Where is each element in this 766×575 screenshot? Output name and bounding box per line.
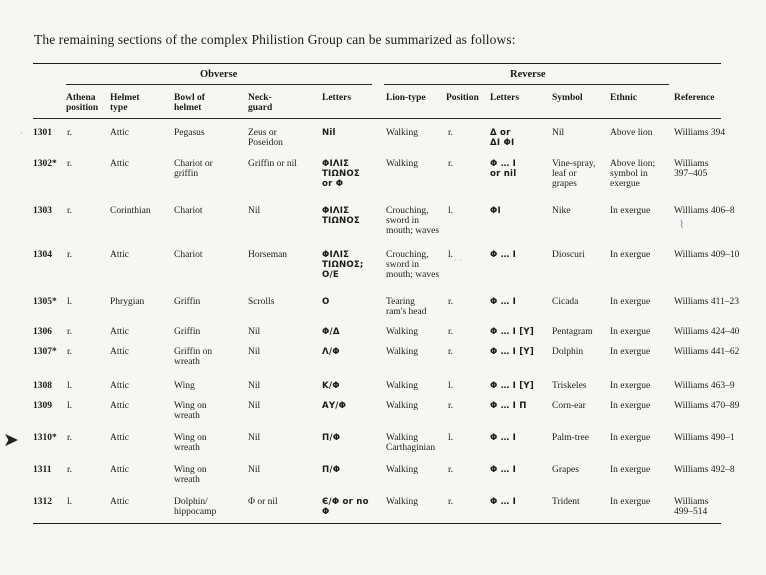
cell-lion: Tearing ram's head <box>386 297 427 317</box>
col-header-athena-position: Athena position <box>66 93 99 113</box>
cell-letters-obv: Κ/Φ <box>322 381 340 391</box>
cell-athena: r. <box>67 465 73 475</box>
cell-athena: r. <box>67 206 73 216</box>
cell-num: 1301 <box>33 128 52 138</box>
cell-helmet: Attic <box>110 497 129 507</box>
obverse-group-header: Obverse <box>200 69 238 80</box>
cell-position: r. <box>448 297 454 307</box>
cell-reference: Williams 394 <box>674 128 726 138</box>
cell-neck: Nil <box>248 347 261 357</box>
cell-symbol: Nike <box>552 206 571 216</box>
cell-bowl: Chariot or griffin <box>174 159 213 179</box>
cell-position: r. <box>448 401 454 411</box>
col-header-letters-reverse: Letters <box>490 93 520 103</box>
cell-lion: Walking <box>386 465 418 475</box>
col-header-helmet-type: Helmet type <box>110 93 140 113</box>
col-header-reference: Reference <box>674 93 715 103</box>
cell-letters-rev: Φ … Ι Π <box>490 401 527 411</box>
cell-lion: Crouching, sword in mouth; waves <box>386 206 440 236</box>
cell-neck: Scrolls <box>248 297 275 307</box>
cell-symbol: Triskeles <box>552 381 587 391</box>
cell-position: l. <box>448 433 454 443</box>
cell-helmet: Attic <box>110 128 129 138</box>
cell-symbol: Palm-tree <box>552 433 589 443</box>
cell-position: r. <box>448 327 454 337</box>
cell-lion: Walking <box>386 381 418 391</box>
cell-letters-obv: ΦΙΛΙΣ ΤΙΩΝΟΣ <box>322 206 360 226</box>
cell-bowl: Chariot <box>174 206 203 216</box>
col-header-letters-obverse: Letters <box>322 93 352 103</box>
cell-letters-rev: Φ … Ι <box>490 497 517 507</box>
cell-neck: Nil <box>248 206 261 216</box>
cell-helmet: Attic <box>110 250 129 260</box>
cell-lion: Walking <box>386 497 418 507</box>
cell-athena: r. <box>67 250 73 260</box>
cell-helmet: Attic <box>110 401 129 411</box>
cell-neck: Nil <box>248 401 261 411</box>
col-header-symbol: Symbol <box>552 93 583 103</box>
cell-position: r. <box>448 128 454 138</box>
cell-lion: Walking Carthaginian <box>386 433 436 453</box>
cell-ethnic: In exergue <box>610 497 651 507</box>
cell-bowl: Wing on wreath <box>174 465 207 485</box>
cell-helmet: Attic <box>110 327 129 337</box>
cell-helmet: Attic <box>110 433 129 443</box>
cell-letters-obv: ΦΙΛΙΣ ΤΙΩΝΟΣ; Ο/Ε <box>322 250 364 280</box>
cell-helmet: Attic <box>110 159 129 169</box>
cell-num: 1304 <box>33 250 52 260</box>
cell-reference: Williams 411–23 <box>674 297 739 307</box>
cell-ethnic: In exergue <box>610 250 651 260</box>
cell-position: r. <box>448 347 454 357</box>
col-header-bowl-of-helmet: Bowl of helmet <box>174 93 205 113</box>
cell-symbol: Nil <box>552 128 565 138</box>
cell-reference: Williams 409–10 <box>674 250 740 260</box>
cell-athena: l. <box>67 497 73 507</box>
cell-bowl: Wing <box>174 381 195 391</box>
cell-letters-obv: Nil <box>322 128 336 138</box>
cell-letters-rev: ΦΙ <box>490 206 501 216</box>
cell-bowl: Griffin <box>174 327 201 337</box>
cell-letters-rev: Φ … Ι [Υ] <box>490 327 534 337</box>
cell-athena: r. <box>67 433 73 443</box>
cell-reference: Williams 397–405 <box>674 159 709 179</box>
cell-lion: Walking <box>386 128 418 138</box>
cell-symbol: Cicada <box>552 297 579 307</box>
cell-reference: Williams 499–514 <box>674 497 709 517</box>
cell-num: 1307* <box>33 347 57 357</box>
cell-athena: r. <box>67 327 73 337</box>
cell-letters-rev: Φ … Ι or nil <box>490 159 517 179</box>
cell-letters-rev: Φ … Ι <box>490 433 517 443</box>
cell-symbol: Dolphin <box>552 347 584 357</box>
cell-symbol: Vine-spray, leaf or grapes <box>552 159 596 189</box>
current-row-arrow-icon: ➤ <box>3 429 19 451</box>
cell-reference: Williams 463–9 <box>674 381 735 391</box>
col-header-ethnic: Ethnic <box>610 93 637 103</box>
cell-helmet: Attic <box>110 381 129 391</box>
cell-num: 1309 <box>33 401 52 411</box>
cell-neck: Nil <box>248 433 261 443</box>
cell-num: 1312 <box>33 497 52 507</box>
cell-symbol: Dioscuri <box>552 250 585 260</box>
cell-letters-obv: Φ/Δ <box>322 327 340 337</box>
cell-symbol: Corn-ear <box>552 401 586 411</box>
cell-neck: Griffin or nil <box>248 159 297 169</box>
cell-ethnic: In exergue <box>610 465 651 475</box>
cell-helmet: Phrygian <box>110 297 145 307</box>
cell-letters-rev: Φ … Ι <box>490 465 517 475</box>
cell-ethnic: In exergue <box>610 433 651 443</box>
cell-position: r. <box>448 497 454 507</box>
cell-ethnic: In exergue <box>610 347 651 357</box>
header-bottom-rule <box>33 118 721 119</box>
col-header-neck-guard: Neck- guard <box>248 93 273 113</box>
cell-letters-obv: Π/Φ <box>322 433 341 443</box>
cell-ethnic: Above lion; symbol in exergue <box>610 159 656 189</box>
cell-letters-rev: Φ … Ι <box>490 250 517 260</box>
cell-athena: r. <box>67 128 73 138</box>
cell-helmet: Corinthian <box>110 206 151 216</box>
col-header-position: Position <box>446 93 479 103</box>
cell-position: l. <box>448 381 454 391</box>
cell-lion: Walking <box>386 327 418 337</box>
cell-lion: Walking <box>386 159 418 169</box>
cell-num: 1310* <box>33 433 57 443</box>
cell-lion: Walking <box>386 401 418 411</box>
cell-letters-rev: Δ or ΔΙ ΦΙ <box>490 128 515 148</box>
cell-letters-obv: Є/Φ or no Φ <box>322 497 369 517</box>
cell-helmet: Attic <box>110 465 129 475</box>
cell-neck: Zeus or Poseidon <box>248 128 283 148</box>
cell-neck: Φ or nil <box>248 497 278 507</box>
cell-neck: Horseman <box>248 250 288 260</box>
cell-bowl: Wing on wreath <box>174 401 207 421</box>
col-header-lion-type: Lion-type <box>386 93 426 103</box>
cell-athena: l. <box>67 401 73 411</box>
cell-bowl: Griffin on wreath <box>174 347 213 367</box>
cell-reference: Williams 406–8 <box>674 206 735 216</box>
table-top-rule <box>33 63 721 64</box>
cell-ethnic: In exergue <box>610 327 651 337</box>
cell-athena: r. <box>67 159 73 169</box>
margin-speck: · · <box>454 256 462 265</box>
cell-ethnic: In exergue <box>610 297 651 307</box>
cell-bowl: Dolphin/ hippocamp <box>174 497 217 517</box>
cell-position: r. <box>448 465 454 475</box>
cell-position: r. <box>448 159 454 169</box>
cell-bowl: Chariot <box>174 250 203 260</box>
reverse-group-header: Reverse <box>510 69 546 80</box>
margin-speck: · <box>20 129 23 138</box>
cell-reference: Williams 490–1 <box>674 433 735 443</box>
table-bottom-rule <box>33 523 721 524</box>
cell-num: 1305* <box>33 297 57 307</box>
cell-letters-rev: Φ … Ι <box>490 297 517 307</box>
cell-ethnic: In exergue <box>610 401 651 411</box>
cell-athena: l. <box>67 381 73 391</box>
cell-num: 1303 <box>33 206 52 216</box>
cell-reference: Williams 470–89 <box>674 401 740 411</box>
cell-num: 1308 <box>33 381 52 391</box>
cell-letters-obv: Π/Φ <box>322 465 341 475</box>
cell-ethnic: In exergue <box>610 381 651 391</box>
cell-position: l. <box>448 206 454 216</box>
cell-reference: Williams 492–8 <box>674 465 735 475</box>
cell-letters-obv: ΦΙΛΙΣ ΤΙΩΝΟΣ or Φ <box>322 159 360 189</box>
cell-symbol: Pentagram <box>552 327 593 337</box>
cell-symbol: Grapes <box>552 465 579 475</box>
cell-lion: Walking <box>386 347 418 357</box>
cell-letters-obv: Ο <box>322 297 330 307</box>
intro-sentence: The remaining sections of the complex Philistion Group can be summarized as follows: <box>34 32 516 47</box>
cell-neck: Nil <box>248 465 261 475</box>
cell-letters-obv: Λ/Φ <box>322 347 340 357</box>
cell-athena: l. <box>67 297 73 307</box>
cell-symbol: Trident <box>552 497 580 507</box>
cell-letters-rev: Φ … Ι [Υ] <box>490 347 534 357</box>
reverse-group-rule <box>384 84 669 85</box>
cell-bowl: Griffin <box>174 297 201 307</box>
cell-num: 1311 <box>33 465 52 475</box>
cell-lion: Crouching, sword in mouth; waves <box>386 250 440 280</box>
cell-athena: r. <box>67 347 73 357</box>
cell-reference: Williams 441–62 <box>674 347 740 357</box>
cell-position: l. <box>448 250 454 260</box>
cell-reference: Williams 424–40 <box>674 327 740 337</box>
cell-ethnic: Above lion <box>610 128 653 138</box>
cell-neck: Nil <box>248 327 261 337</box>
cell-num: 1306 <box>33 327 52 337</box>
cell-bowl: Wing on wreath <box>174 433 207 453</box>
cell-bowl: Pegasus <box>174 128 205 138</box>
annotation-scribble: ⌇ <box>679 218 685 231</box>
cell-neck: Nil <box>248 381 261 391</box>
cell-helmet: Attic <box>110 347 129 357</box>
obverse-group-rule <box>66 84 372 85</box>
cell-letters-obv: ΑΥ/Φ <box>322 401 347 411</box>
cell-ethnic: In exergue <box>610 206 651 216</box>
cell-letters-rev: Φ … Ι [Υ] <box>490 381 534 391</box>
cell-num: 1302* <box>33 159 57 169</box>
